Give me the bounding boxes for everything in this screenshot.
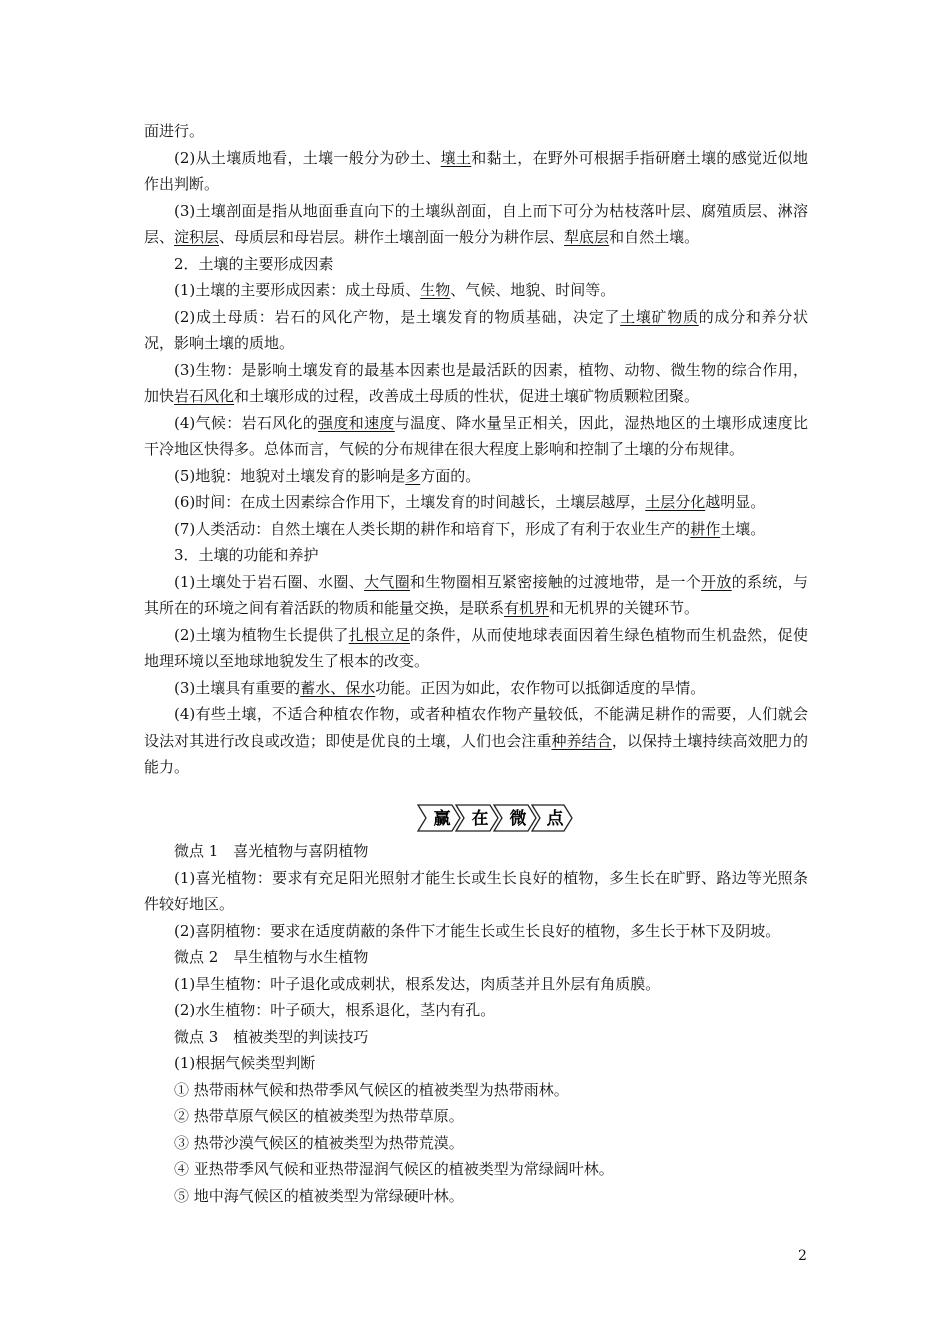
text-run: (1)喜光植物：要求有充足阳光照射才能生长或生长良好的植物，多生长在旷野、路边等光照条件较好地区。 — [144, 868, 808, 913]
paragraph — [144, 1024, 808, 1051]
paragraph — [144, 622, 808, 675]
paragraph — [144, 304, 808, 357]
text-run: 与温度、降水量呈正相关，因此，湿热地区的土壤形成速度比干冷地区快得多。总体而言，气候的分布规律在很大程度上影响和控制了土壤的分布规律。 — [144, 413, 808, 458]
text-run: ① 热带雨林气候和热带季风气候区的植被类型为热带雨林。 — [174, 1080, 569, 1099]
text-run: 和无机界的关键环节。 — [549, 599, 700, 617]
text-run: (4)有些土壤，不适合种植农作物，或者种植农作物产量较低，不能满足耕作的需要，人们就会设法对其进行改良或改造；即使是优良的土壤，人们也会注重 — [144, 705, 808, 750]
banner-char: 在 — [471, 809, 489, 829]
text-run: (3)生物：是影响土壤发育的最基本因素也是最活跃的因素，植物、动物、微生物的综合作用，加快 — [144, 360, 808, 405]
paragraph — [144, 675, 808, 702]
text-run: 功能。正因为如此，农作物可以抵御适度的旱情。 — [375, 678, 706, 697]
paragraph — [144, 701, 808, 781]
paragraph — [144, 971, 808, 998]
paragraph — [144, 198, 808, 251]
text-run: 土壤。 — [720, 519, 766, 538]
paragraph — [144, 569, 808, 622]
underlined-term: 种养结合 — [551, 731, 612, 750]
text-run: 和生物圈相互紧密接触的过渡地带，是一个 — [410, 572, 702, 591]
section-banner — [414, 801, 574, 835]
text-run: 面进行。 — [144, 122, 205, 140]
paragraph — [144, 145, 808, 198]
paragraph — [144, 463, 808, 490]
text-run: 、气候、地貌、时间等。 — [450, 281, 616, 299]
paragraph — [144, 997, 808, 1024]
text-run: (2)土壤为植物生长提供了 — [174, 625, 349, 644]
page-number: 2 — [798, 1248, 807, 1264]
paragraph — [144, 357, 808, 410]
underlined-term: 扎根立足 — [348, 625, 411, 644]
underlined-term: 有机界 — [504, 599, 550, 617]
text-run: ⑤ 地中海气候区的植被类型为常绿硬叶林。 — [174, 1186, 464, 1205]
weidian-text — [144, 838, 808, 1209]
text-run: (1)土壤的主要形成因素：成土母质、 — [174, 281, 421, 299]
text-run: 的成分和养分状况，影响土壤的质地。 — [144, 307, 808, 352]
underlined-term: 生物 — [420, 281, 451, 299]
paragraph — [144, 516, 808, 543]
underlined-term: 蓄水、保水 — [300, 678, 376, 697]
text-run: ④ 亚热带季风气候和亚热带湿润气候区的植被类型为常绿阔叶林。 — [174, 1160, 614, 1178]
text-run: 的条件，从而使地球表面因着生绿色植物而生机盎然，促使地理环境以至地球地貌发生了根本的改变。 — [144, 625, 808, 670]
paragraph — [144, 542, 808, 569]
text-run: ② 热带草原气候区的植被类型为热带草原。 — [174, 1107, 464, 1125]
paragraph — [144, 944, 808, 971]
underlined-term: 岩石风化 — [174, 387, 235, 405]
underlined-term: 耕作 — [690, 519, 721, 538]
text-run: (2)成土母质：岩石的风化产物，是土壤发育的物质基础，决定了 — [174, 307, 621, 326]
banner-char: 赢 — [433, 809, 451, 829]
text-run: ③ 热带沙漠气候区的植被类型为热带荒漠。 — [174, 1133, 464, 1152]
paragraph — [144, 918, 808, 945]
paragraph — [144, 1077, 808, 1104]
text-run: (2)水生植物：叶子硕大，根系退化，茎内有孔。 — [174, 1001, 496, 1019]
text-run: (5)地貌：地貌对土壤发育的影响是 — [174, 466, 406, 485]
text-run: 方面的。 — [420, 466, 481, 485]
text-run: (6)时间：在成土因素综合作用下，土壤发育的时间越长，土壤层越厚， — [174, 493, 646, 511]
text-run: (3)土壤具有重要的 — [174, 678, 301, 697]
paragraph — [144, 489, 808, 516]
text-run: 和自然土壤。 — [609, 228, 700, 246]
text-run: 、母质层和母岩层。耕作土壤剖面一般分为耕作层、 — [219, 228, 565, 246]
text-run: ，以保持土壤持续高效肥力的能力。 — [144, 731, 808, 776]
paragraph — [144, 1156, 808, 1183]
underlined-term: 开放 — [701, 572, 732, 591]
paragraph — [144, 410, 808, 463]
banner-char: 微 — [509, 809, 527, 829]
text-run: (2)从土壤质地看，土壤一般分为砂土、 — [174, 148, 441, 167]
paragraph — [144, 1183, 808, 1210]
underlined-term: 强度和速度 — [318, 413, 395, 432]
paragraph — [144, 865, 808, 918]
paragraph — [144, 277, 808, 304]
text-run: 3．土壤的功能和养护 — [174, 546, 319, 564]
text-run: 越明显。 — [705, 493, 766, 511]
text-run: 微点 3 植被类型的判读技巧 — [174, 1027, 369, 1046]
text-run: (7)人类活动：自然土壤在人类长期的耕作和培育下，形成了有利于农业生产的 — [174, 519, 691, 538]
underlined-term: 土壤矿物质 — [620, 307, 699, 326]
underlined-term: 壤土 — [440, 148, 472, 167]
text-run: (2)喜阴植物：要求在适度荫蔽的条件下才能生长或生长良好的植物，多生长于林下及阴坡。 — [174, 921, 781, 940]
text-run: 的系统，与其所在的环境之间有着活跃的物质和能量交换，是联系 — [144, 572, 808, 617]
text-run: (1)根据气候类型判断 — [174, 1054, 316, 1072]
text-run: (4)气候：岩石风化的 — [174, 413, 319, 432]
text-run: 微点 1 喜光植物与喜阴植物 — [174, 842, 369, 860]
underlined-term: 土层分化 — [645, 493, 706, 511]
paragraph — [144, 1050, 808, 1077]
text-run: (1)土壤处于岩石圈、水圈、 — [174, 572, 365, 591]
paragraph — [144, 118, 808, 145]
text-run: 和土壤形成的过程，改善成土母质的性状，促进土壤矿物质颗粒团聚。 — [234, 387, 700, 405]
text-run: (1)旱生植物：叶子退化或成刺状，根系发达，肉质茎并且外层有角质膜。 — [174, 974, 661, 993]
paragraph — [144, 838, 808, 865]
text-run: 和黏土，在野外可根据手指研磨土壤的感觉近似地作出判断。 — [144, 148, 808, 193]
paragraph — [144, 251, 808, 278]
banner-graphic — [414, 801, 574, 835]
body-text — [144, 118, 808, 781]
underlined-term: 犁底层 — [564, 228, 610, 246]
paragraph — [144, 1103, 808, 1130]
underlined-term: 淀积层 — [174, 228, 220, 246]
text-run: 2．土壤的主要形成因素 — [174, 254, 334, 273]
paragraph — [144, 1130, 808, 1157]
text-run: 微点 2 旱生植物与水生植物 — [174, 948, 369, 966]
banner-char: 点 — [546, 809, 564, 829]
text-run: (3)土壤剖面是指从地面垂直向下的土壤纵剖面，自上而下可分为枯枝落叶层、腐殖质层、淋溶层、 — [144, 201, 808, 246]
underlined-term: 大气圈 — [364, 572, 411, 591]
underlined-term: 多 — [405, 466, 421, 485]
